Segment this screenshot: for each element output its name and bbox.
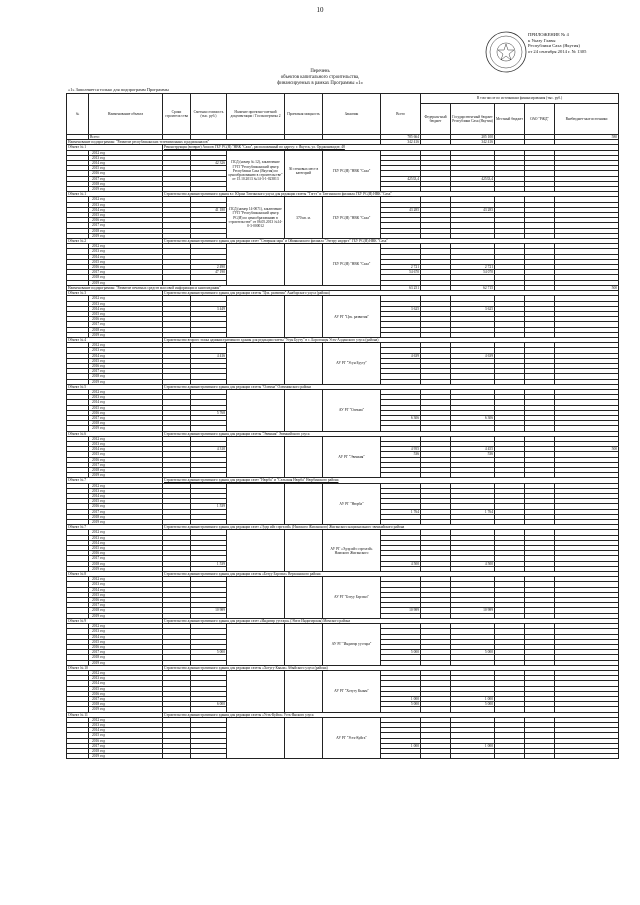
appendix-line: ПРИЛОЖЕНИЕ № 4 bbox=[528, 32, 569, 37]
col-local-header: Местный бюджет bbox=[495, 104, 525, 135]
object-name: Объект № 1 bbox=[67, 145, 163, 150]
republic-value: 6 306 bbox=[451, 415, 495, 420]
year-label: 2017 год bbox=[89, 369, 163, 374]
year-label: 2018 год bbox=[89, 468, 163, 473]
total-value: 54 670 bbox=[381, 270, 421, 275]
cost-value: 47 190 bbox=[191, 270, 227, 275]
republic-value: 1 764 bbox=[451, 509, 495, 514]
year-label: 2013 год bbox=[89, 488, 163, 493]
year-label: 2015 год bbox=[89, 686, 163, 691]
capacity-cell: 36 стеновых мест в категорий bbox=[285, 150, 323, 192]
year-label: 2018 год bbox=[89, 608, 163, 613]
year-label: 2019 год bbox=[89, 332, 163, 337]
year-label: 2014 год bbox=[89, 254, 163, 259]
year-label: 2015 год bbox=[89, 546, 163, 551]
year-label: 2018 год bbox=[89, 748, 163, 753]
totals-republic: 205 100 bbox=[451, 135, 495, 140]
year-label: 2015 год bbox=[89, 592, 163, 597]
total-value: 43 285 bbox=[381, 207, 421, 212]
year-label: 2012 год bbox=[89, 244, 163, 249]
year-label: 2014 год bbox=[89, 634, 163, 639]
cost-value: 2 490 bbox=[191, 265, 227, 270]
col-customer-header: Заказчик bbox=[323, 94, 381, 135]
docs-cell: ПСД (номер 14-0071), заключение ГУП "Республиканский центр РС(Я) по ценообразованию в строительстве" от 06.05.2013 №14-0-3-000012 bbox=[227, 197, 285, 239]
year-label: 2012 год bbox=[89, 624, 163, 629]
year-label: 2015 год bbox=[89, 358, 163, 363]
year-label: 2012 год bbox=[89, 483, 163, 488]
docs-cell bbox=[227, 296, 285, 338]
document-title bbox=[150, 69, 490, 87]
cost-value: 5 000 bbox=[191, 650, 227, 655]
year-label: 2015 год bbox=[89, 405, 163, 410]
object-description: Строительство административного здания для редакции газеты «Усть-Куйга» Усть-Янского улуса bbox=[163, 712, 619, 717]
customer-cell: АУ РГ "Эвенкия" bbox=[323, 436, 381, 478]
year-label: 2016 год bbox=[89, 598, 163, 603]
cost-value bbox=[191, 754, 227, 759]
object-description: Строительство административного здания для редакции газет "Нюрба" и "Сельская Нюрба" Нюрбинского района bbox=[163, 478, 619, 483]
subprogram-label: Наименование подпрограммы: "Развитие печатных средств массовой информации и книгоиздания" bbox=[67, 285, 381, 290]
object-name: Объект № 9 bbox=[67, 618, 163, 623]
object-name: Объект № 8 bbox=[67, 572, 163, 577]
year-label: 2017 год bbox=[89, 556, 163, 561]
year-label: 2017 год bbox=[89, 223, 163, 228]
capacity-cell bbox=[285, 343, 323, 385]
object-name: Объект № 3 bbox=[67, 291, 163, 296]
docs-cell bbox=[227, 343, 285, 385]
object-description: Строительство административного здания для редакции газеты «Хотугу Кыым» Абыйского улуса (района) bbox=[163, 665, 619, 670]
year-label: 2017 год bbox=[89, 176, 163, 181]
year-label: 2016 год bbox=[89, 317, 163, 322]
total-value: 536 bbox=[381, 452, 421, 457]
object-name: Объект № 5 bbox=[67, 384, 163, 389]
docs-cell bbox=[227, 717, 285, 759]
customer-cell: АУ РГ "Индигир уустара" bbox=[323, 624, 381, 666]
object-description: Строительство административного здания для редакции газеты "Эвенкия" Эвенкийского улуса bbox=[163, 431, 619, 436]
year-label: 2014 год bbox=[89, 447, 163, 452]
cost-value: 5 768 bbox=[191, 410, 227, 415]
docs-cell bbox=[227, 624, 285, 666]
col-docs-header: Наличие проектно-сметной документации / Госэкспертизы 2 bbox=[227, 94, 285, 135]
subprogram-extra: 500 bbox=[555, 285, 619, 290]
republic-value: 536 bbox=[451, 452, 495, 457]
year-label: 2016 год bbox=[89, 265, 163, 270]
objects-table-body bbox=[67, 135, 619, 759]
customer-cell: АУ РГ "Нюрба" bbox=[323, 483, 381, 525]
totals-total: 785 664 bbox=[381, 135, 421, 140]
total-value: 4 500 bbox=[381, 561, 421, 566]
year-label: 2017 год bbox=[89, 696, 163, 701]
year-label: 2014 год bbox=[89, 353, 163, 358]
object-description: Строительство административного здания для редакции газет «Эдэр ийэ сэргэлэй» (Намского Жиганского) Жиганского национального эвенкийского района bbox=[163, 525, 619, 530]
year-label: 2019 год bbox=[89, 187, 163, 192]
customer-cell: АУ РГ "Усун Бууту" bbox=[323, 343, 381, 385]
docs-cell: ПСД (номер № 12), заключение ГУП "Республиканский центр Республики Саха (Якутия) по ценообразованию в строительстве" от 15.10.2013 №14-3-1-023813 bbox=[227, 150, 285, 192]
col-extra-header: Внебюджет-ные источники bbox=[555, 104, 619, 135]
year-label: 2014 год bbox=[89, 728, 163, 733]
year-label: 2018 год bbox=[89, 655, 163, 660]
cost-value: 10 989 bbox=[191, 608, 227, 613]
year-label: 2014 год bbox=[89, 587, 163, 592]
extra-value: 500 bbox=[555, 447, 619, 452]
capacity-cell bbox=[285, 670, 323, 712]
republic-value: 1 000 bbox=[451, 696, 495, 701]
total-value: 5 000 bbox=[381, 702, 421, 707]
col-republic-header: Государствен-ный бюджет Республики Саха (Якутия) bbox=[451, 104, 495, 135]
docs-cell bbox=[227, 577, 285, 619]
subprogram-total: 63 251 bbox=[381, 285, 421, 290]
col-ojsc-header: ОАО "РЖД" bbox=[525, 104, 555, 135]
object-name: Объект № 10 bbox=[67, 665, 163, 670]
subprogram-label: Наименование подпрограммы: "Развитие республиканских телевизионных и радиоканалов" bbox=[67, 140, 381, 145]
year-label: 2016 год bbox=[89, 691, 163, 696]
year-label: 2019 год bbox=[89, 707, 163, 712]
republic-value: 2 721 bbox=[451, 265, 495, 270]
year-label: 2016 год bbox=[89, 171, 163, 176]
object-name: Объект № 2 bbox=[67, 239, 163, 244]
year-label: 2019 год bbox=[89, 233, 163, 238]
year-label: 2017 год bbox=[89, 603, 163, 608]
ojsc-value bbox=[525, 754, 555, 759]
republic-value: 10 989 bbox=[451, 608, 495, 613]
total-value: 6 306 bbox=[381, 415, 421, 420]
total-value: 42533,4 bbox=[381, 176, 421, 181]
year-label: 2017 год bbox=[89, 462, 163, 467]
period-cell bbox=[163, 754, 191, 759]
year-label: 2013 год bbox=[89, 441, 163, 446]
year-label: 2018 год bbox=[89, 561, 163, 566]
year-label: 2019 год bbox=[89, 660, 163, 665]
col-capacity-header: Проектная мощность bbox=[285, 94, 323, 135]
customer-cell: ГБУ РС(Я) "НВК "Саха" bbox=[323, 197, 381, 239]
docs-cell bbox=[227, 530, 285, 572]
year-label: 2019 год bbox=[89, 520, 163, 525]
republic-value: 42533,4 bbox=[451, 176, 495, 181]
page-number: 10 bbox=[316, 6, 324, 14]
object-name: Объект № 4 bbox=[67, 337, 163, 342]
object-name: Объект № 1 bbox=[67, 192, 163, 197]
year-label: 2014 год bbox=[89, 306, 163, 311]
object-description: Строительство второго этажа административного здания для редакции газеты "Усун Бууту" в с. Борогонцы Усть-Алданского улуса (района) bbox=[163, 337, 619, 342]
year-label: 2016 год bbox=[89, 218, 163, 223]
year-label: 2019 год bbox=[89, 280, 163, 285]
appendix-line: к Указу Главы bbox=[528, 37, 556, 43]
capacity-cell bbox=[285, 483, 323, 525]
capacity-cell bbox=[285, 577, 323, 619]
col-period-header: Сроки строитель-ства bbox=[163, 94, 191, 135]
year-label: 2013 год bbox=[89, 582, 163, 587]
program-label: «1» Заполняется только для подпрограмм Программы bbox=[68, 87, 169, 92]
col-total-header: Всего bbox=[381, 94, 421, 135]
year-label: 2014 год bbox=[89, 494, 163, 499]
total-value: 1 000 bbox=[381, 696, 421, 701]
year-label: 2014 год bbox=[89, 400, 163, 405]
official-seal-icon bbox=[484, 30, 528, 74]
customer-cell: АУ РГ "Цэх. развития" bbox=[323, 296, 381, 338]
capacity-cell: 370 кв. м. bbox=[285, 197, 323, 239]
appendix-block bbox=[528, 32, 608, 54]
year-label: 2019 год bbox=[89, 473, 163, 478]
year-label: 2018 год bbox=[89, 228, 163, 233]
title-line: финансируемых в рамках Программы «1» bbox=[277, 81, 363, 86]
appendix-line: от 24 сентября 2014 г. № 1305 bbox=[528, 48, 587, 54]
year-label: 2015 год bbox=[89, 733, 163, 738]
capacity-cell bbox=[285, 296, 323, 338]
customer-cell: АУ РГ "Бэтуу Бэрээкэ" bbox=[323, 577, 381, 619]
republic-value: 3 625 bbox=[451, 306, 495, 311]
capacity-cell bbox=[285, 244, 323, 286]
customer-cell: АУ РГ "Хотугу Кыым" bbox=[323, 670, 381, 712]
capacity-cell bbox=[285, 436, 323, 478]
total-value: 4 639 bbox=[381, 353, 421, 358]
col-sources-header: В том числе по источникам финансирования (тыс. руб.) bbox=[421, 94, 619, 104]
col-num-header: № bbox=[67, 94, 89, 135]
year-label: 2018 год bbox=[89, 374, 163, 379]
republic-value: 1 000 bbox=[451, 743, 495, 748]
year-label: 2016 год bbox=[89, 644, 163, 649]
objects-table bbox=[66, 93, 619, 759]
capacity-cell bbox=[285, 530, 323, 572]
year-label: 2012 год bbox=[89, 389, 163, 394]
customer-cell: АУ РГ «Эдэр ийэ сэргэлэй» Намского Жиганского bbox=[323, 530, 381, 572]
subprogram-republic: 342 416 bbox=[451, 140, 495, 145]
object-description: Строительство административного здания для редакции газеты "Олекма" Олекминского района bbox=[163, 384, 619, 389]
appendix-line: Республики Саха (Якутия) bbox=[528, 43, 580, 49]
cost-value: 1 539 bbox=[191, 504, 227, 509]
capacity-cell bbox=[285, 624, 323, 666]
customer-cell: АУ РГ "Усть-Куйга" bbox=[323, 717, 381, 759]
year-label: 2013 год bbox=[89, 301, 163, 306]
year-label: 2013 год bbox=[89, 348, 163, 353]
year-label: 2014 год bbox=[89, 540, 163, 545]
total-value: 1 764 bbox=[381, 509, 421, 514]
year-label: 2015 год bbox=[89, 166, 163, 171]
year-label: 2018 год bbox=[89, 514, 163, 519]
title-line: Перечень bbox=[310, 69, 330, 74]
year-label: 2015 год bbox=[89, 452, 163, 457]
year-label: 2012 год bbox=[89, 530, 163, 535]
year-label: 2019 год bbox=[89, 754, 163, 759]
docs-cell bbox=[227, 670, 285, 712]
year-label: 2017 год bbox=[89, 743, 163, 748]
col-federal-header: Федераль-ный бюджет bbox=[421, 104, 451, 135]
objects-table-frame bbox=[66, 93, 618, 899]
republic-value: 4 500 bbox=[451, 561, 495, 566]
object-description: Строительство административного здания для редакции газеты «Бэтуу Бэрээкэ» Верхоянского района bbox=[163, 572, 619, 577]
object-description: Строительство административного здания для редакции газет «Индигир уустара» (Эһэээ Индигирская) Момского района bbox=[163, 618, 619, 623]
year-label: 2012 год bbox=[89, 150, 163, 155]
year-label: 2016 год bbox=[89, 410, 163, 415]
cost-value: 4 310 bbox=[191, 447, 227, 452]
total-value bbox=[381, 754, 421, 759]
year-label: 2015 год bbox=[89, 213, 163, 218]
year-label: 2013 год bbox=[89, 535, 163, 540]
row-num bbox=[67, 754, 89, 759]
year-label: 2012 год bbox=[89, 343, 163, 348]
docs-cell bbox=[227, 483, 285, 525]
year-label: 2017 год bbox=[89, 509, 163, 514]
col-name-header: Наименование объекта bbox=[89, 94, 163, 135]
year-label: 2019 год bbox=[89, 566, 163, 571]
year-label: 2018 год bbox=[89, 327, 163, 332]
object-name: Объект № 7 bbox=[67, 525, 163, 530]
extra-value bbox=[555, 754, 619, 759]
totals-label: Всего: bbox=[89, 135, 163, 140]
cost-value: 6 000 bbox=[191, 702, 227, 707]
year-label: 2012 год bbox=[89, 577, 163, 582]
docs-cell bbox=[227, 436, 285, 478]
object-description: Реконструкция (возврат) Апасов ГБУ РС(Я) "НВК "Саха", расположенный по адресу: г. Якутск, ул. Орджоникидзе, 48 bbox=[163, 145, 619, 150]
object-name: Объект № 6 bbox=[67, 431, 163, 436]
year-label: 2012 год bbox=[89, 296, 163, 301]
total-value: 2 721 bbox=[381, 265, 421, 270]
republic-value: 5 000 bbox=[451, 702, 495, 707]
year-label: 2016 год bbox=[89, 551, 163, 556]
year-label: 2018 год bbox=[89, 181, 163, 186]
year-label: 2012 год bbox=[89, 670, 163, 675]
year-label: 2013 год bbox=[89, 676, 163, 681]
year-label: 2013 год bbox=[89, 249, 163, 254]
republic-value: 54 070 bbox=[451, 270, 495, 275]
year-label: 2016 год bbox=[89, 738, 163, 743]
total-value: 10 989 bbox=[381, 608, 421, 613]
customer-cell: ГБУ РС(Я) "НВК "Саха" bbox=[323, 150, 381, 192]
year-label: 2013 год bbox=[89, 155, 163, 160]
cost-value: 1 539 bbox=[191, 561, 227, 566]
year-label: 2019 год bbox=[89, 613, 163, 618]
capacity-cell bbox=[285, 389, 323, 431]
year-label: 2015 год bbox=[89, 259, 163, 264]
object-description: Строительство административного здания для редакции газеты "Цэх. развития" Анабарского улуса (района) bbox=[163, 291, 619, 296]
year-label: 2014 год bbox=[89, 681, 163, 686]
cost-value: 3 449 bbox=[191, 306, 227, 311]
federal-value bbox=[421, 754, 451, 759]
year-label: 2019 год bbox=[89, 379, 163, 384]
total-value: 3 625 bbox=[381, 306, 421, 311]
subprogram-republic: 62 715 bbox=[451, 285, 495, 290]
object-name: Объект № 7 bbox=[67, 478, 163, 483]
cost-value: 4 416 bbox=[191, 353, 227, 358]
republic-value bbox=[451, 754, 495, 759]
year-label: 2016 год bbox=[89, 504, 163, 509]
cost-value: 41 180 bbox=[191, 207, 227, 212]
total-value: 5 000 bbox=[381, 650, 421, 655]
year-label: 2018 год bbox=[89, 275, 163, 280]
year-label: 2017 год bbox=[89, 322, 163, 327]
object-description: Строительство административного здания в г. Юрша Татгинского улуса для редакции газеты "Тэгтэ" и Татгинского филиала ГБУ РС(Я) НВК "Саха" bbox=[163, 192, 619, 197]
object-name: Объект № 11 bbox=[67, 712, 163, 717]
subprogram-total: 342 416 bbox=[381, 140, 421, 145]
year-label: 2017 год bbox=[89, 270, 163, 275]
year-label: 2015 год bbox=[89, 639, 163, 644]
customer-cell: АУ РГ "Олекма" bbox=[323, 389, 381, 431]
docs-cell bbox=[227, 244, 285, 286]
republic-value: 5 000 bbox=[451, 650, 495, 655]
republic-value: 43 285 bbox=[451, 207, 495, 212]
year-label: 2015 год bbox=[89, 499, 163, 504]
year-label: 2014 год bbox=[89, 161, 163, 166]
customer-cell: ГБУ РС(Я) "НВК "Саха" bbox=[323, 244, 381, 286]
year-label: 2013 год bbox=[89, 202, 163, 207]
year-label: 2018 год bbox=[89, 702, 163, 707]
year-label: 2013 год bbox=[89, 722, 163, 727]
year-label: 2016 год bbox=[89, 363, 163, 368]
year-label: 2018 год bbox=[89, 421, 163, 426]
year-label: 2017 год bbox=[89, 650, 163, 655]
title-line: объектов капитального строительства, bbox=[280, 75, 360, 80]
year-label: 2012 год bbox=[89, 197, 163, 202]
year-label: 2017 год bbox=[89, 415, 163, 420]
year-label: 2014 год bbox=[89, 207, 163, 212]
year-label: 2015 год bbox=[89, 311, 163, 316]
totals-extra: 580 bbox=[555, 135, 619, 140]
total-value: 4 955 bbox=[381, 447, 421, 452]
col-cost-header: Сметная стоимость (тыс. руб.) bbox=[191, 94, 227, 135]
republic-value: 4 639 bbox=[451, 353, 495, 358]
total-value: 1 000 bbox=[381, 743, 421, 748]
year-label: 2013 год bbox=[89, 629, 163, 634]
object-description: Строительство административного здания для редакции газет "Северная заря" и Оймяконского филиала "Эхтэру нэдэргэ" ГБУ РС(Я) НВК "Саха" bbox=[163, 239, 619, 244]
local-value bbox=[495, 754, 525, 759]
republic-value: 4 455 bbox=[451, 447, 495, 452]
cost-value: 42 326 bbox=[191, 161, 227, 166]
year-label: 2012 год bbox=[89, 717, 163, 722]
docs-cell bbox=[227, 389, 285, 431]
year-label: 2013 год bbox=[89, 395, 163, 400]
year-label: 2012 год bbox=[89, 436, 163, 441]
year-label: 2016 год bbox=[89, 457, 163, 462]
year-label: 2019 год bbox=[89, 426, 163, 431]
capacity-cell bbox=[285, 717, 323, 759]
